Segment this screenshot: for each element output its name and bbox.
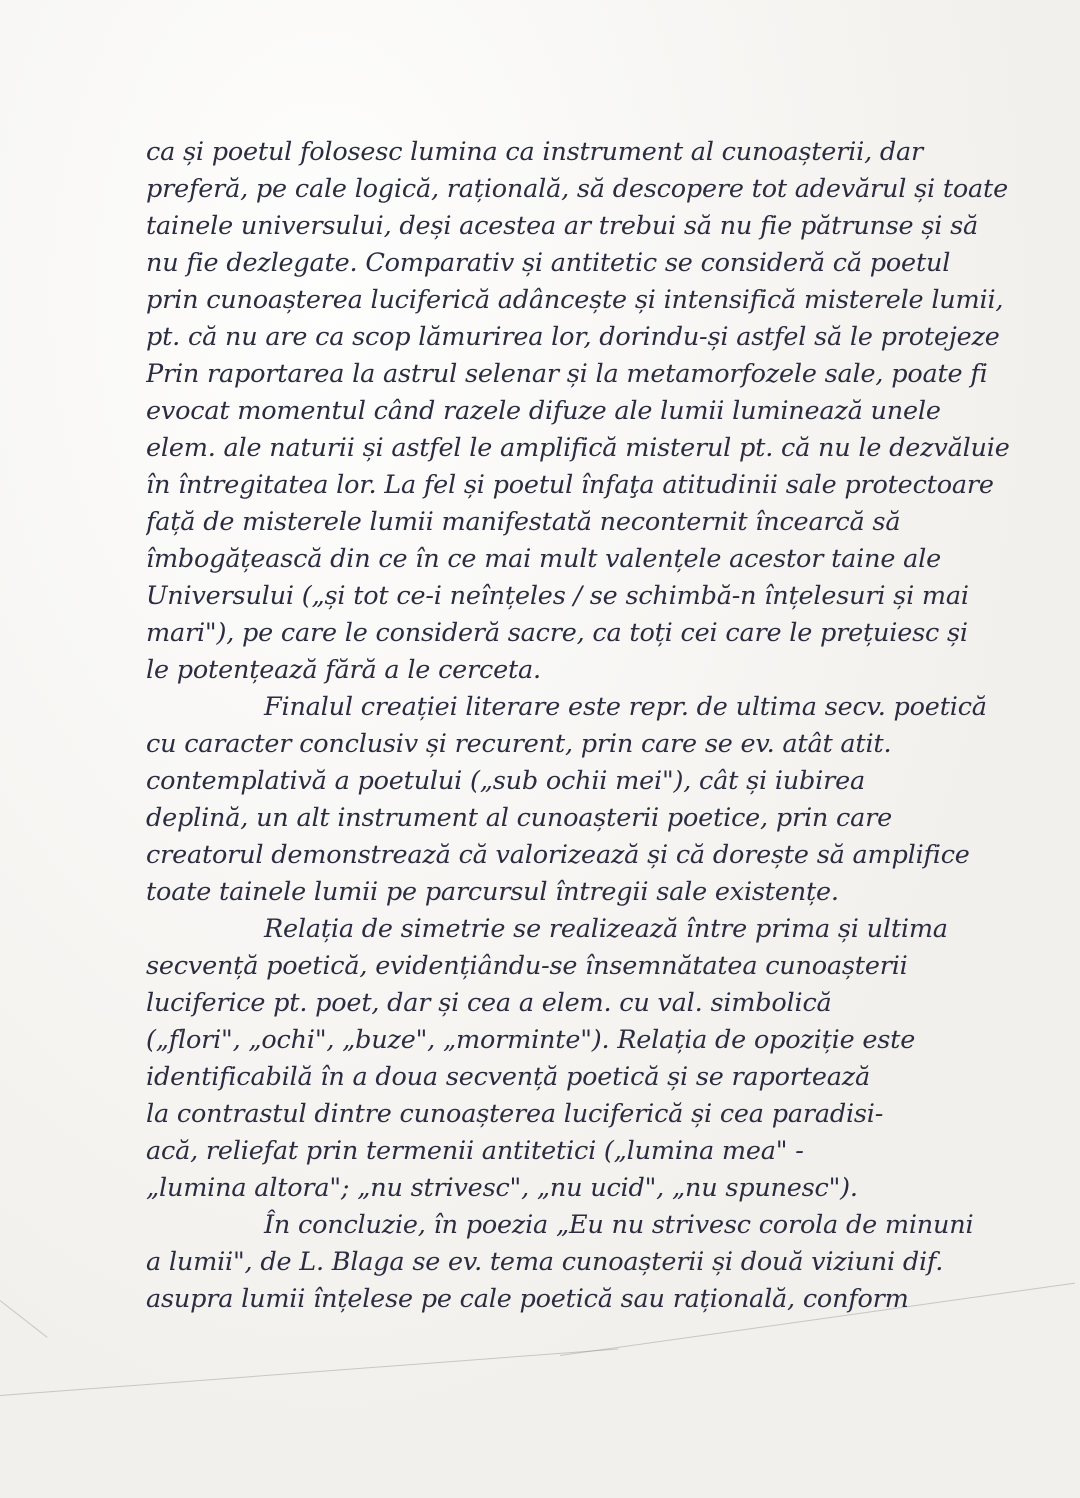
paper-fold-line [0,1300,48,1338]
handwritten-line: Universului („și tot ce-i neînțeles / se schimbă-n înțelesuri și mai [146,581,969,611]
handwritten-line: în întregitatea lor. La fel și poetul înfaţa atitudinii sale protectoare [146,470,994,500]
handwritten-line: identificabilă în a doua secvență poetică și se raportează [146,1062,870,1092]
handwritten-line: evocat momentul când razele difuze ale lumii luminează unele [146,396,941,426]
paper-fold-line [0,1349,618,1396]
handwritten-line: cu caracter conclusiv și recurent, prin care se ev. atât atit. [146,729,892,759]
handwritten-line: contemplativă a poetului („sub ochii mei"), cât și iubirea [146,766,865,796]
handwritten-line: („flori", „ochi", „buze", „morminte"). Relația de opoziție este [146,1025,916,1055]
handwritten-line: „lumina altora"; „nu strivesc", „nu ucid", „nu spunesc"). [146,1173,858,1203]
handwritten-line: mari"), pe care le consideră sacre, ca toți cei care le prețuiesc și [146,618,968,648]
handwritten-line: îmbogățească din ce în ce mai mult valențele acestor taine ale [146,544,941,574]
handwritten-line: pt. că nu are ca scop lămurirea lor, dorindu-și astfel să le protejeze [146,322,1000,352]
handwritten-line: le potențează fără a le cerceta. [146,655,541,685]
handwritten-line: toate tainele lumii pe parcursul întregii sale existențe. [146,877,839,907]
handwritten-line: acă, reliefat prin termenii antitetici („lumina mea" - [146,1136,804,1166]
handwritten-line: secvență poetică, evidențiându-se însemnătatea cunoașterii [146,951,908,981]
handwritten-line: față de misterele lumii manifestată neconternit încearcă să [146,507,901,537]
handwritten-line: În concluzie, în poezia „Eu nu strivesc corola de minuni [264,1210,974,1240]
handwritten-line: creatorul demonstrează că valorizează și că dorește să amplifice [146,840,970,870]
handwritten-line: a lumii", de L. Blaga se ev. tema cunoașterii și două viziuni dif. [146,1247,944,1277]
handwritten-essay-text [146,134,1080,1318]
handwritten-line: luciferice pt. poet, dar și cea a elem. cu val. simbolică [146,988,832,1018]
handwritten-line: la contrastul dintre cunoașterea luciferică și cea paradisi- [146,1099,884,1129]
handwritten-line: ca și poetul folosesc lumina ca instrument al cunoașterii, dar [146,137,923,167]
handwritten-line: elem. ale naturii și astfel le amplifică misterul pt. că nu le dezvăluie [146,433,1010,463]
handwritten-line: Finalul creației literare este repr. de ultima secv. poetică [264,692,987,722]
handwritten-line: nu fie dezlegate. Comparativ și antitetic se consideră că poetul [146,248,951,278]
handwritten-line: asupra lumii înțelese pe cale poetică sau rațională, conform [146,1284,909,1314]
handwritten-line: preferă, pe cale logică, rațională, să descopere tot adevărul și toate [146,174,1008,204]
handwritten-line: tainele universului, deși acestea ar trebui să nu fie pătrunse și să [146,211,978,241]
handwritten-line: prin cunoașterea luciferică adâncește și intensifică misterele lumii, [146,285,1004,315]
handwritten-line: deplină, un alt instrument al cunoașterii poetice, prin care [146,803,893,833]
handwritten-line: Prin raportarea la astrul selenar și la metamorfozele sale, poate fi [146,359,988,389]
handwritten-line: Relația de simetrie se realizează între prima și ultima [264,914,948,944]
